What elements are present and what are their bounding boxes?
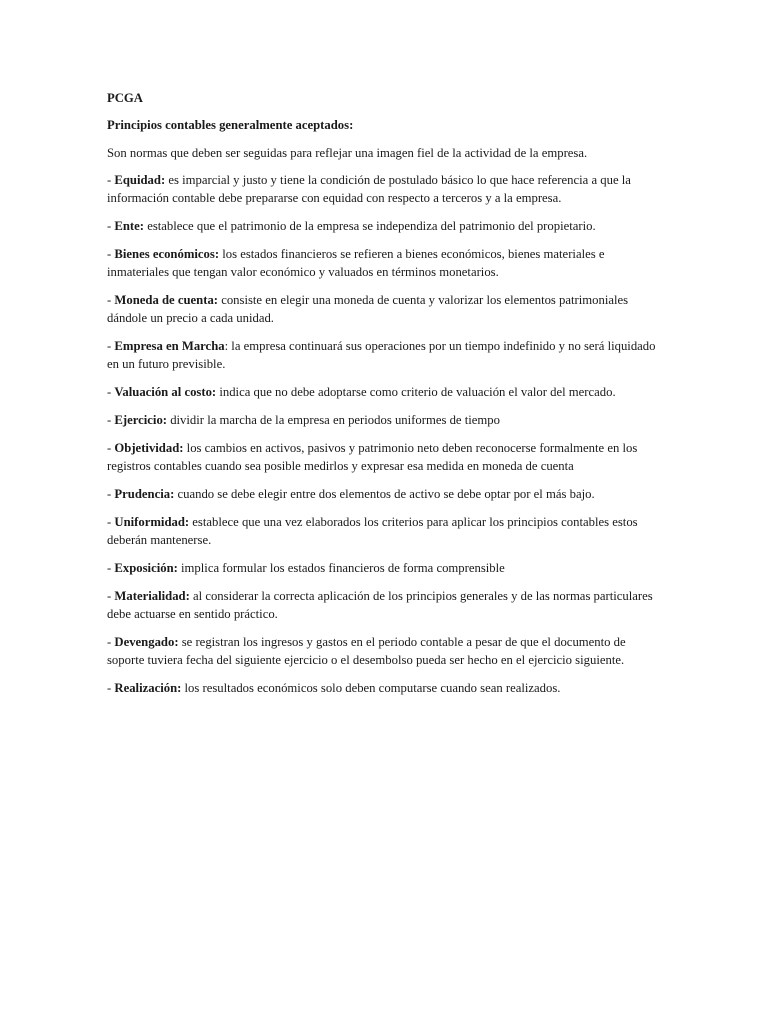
principle-text: cuando se debe elegir entre dos elementos de activo se debe optar por el más bajo. xyxy=(174,487,595,501)
principle-prefix: - xyxy=(107,247,115,261)
principle-text: establece que el patrimonio de la empresa se independiza del patrimonio del propietario. xyxy=(144,219,596,233)
principle-term: Prudencia: xyxy=(114,487,175,501)
principle-realizacion xyxy=(107,679,659,697)
principle-text: establece que una vez elaborados los criterios para aplicar los principios contables estos deberán mantenerse. xyxy=(107,515,638,547)
principle-term: Ejercicio: xyxy=(114,413,168,427)
principle-text: los estados financieros se refieren a bienes económicos, bienes materiales e inmateriales que tengan valor económico y valuados en términos monetarios. xyxy=(107,247,605,279)
document-body xyxy=(107,89,659,707)
principle-objetividad xyxy=(107,439,659,475)
principle-equidad xyxy=(107,171,659,207)
principle-term: Ente: xyxy=(114,219,145,233)
principle-prefix: - xyxy=(107,589,115,603)
document-subtitle: Principios contables generalmente aceptados: xyxy=(107,118,354,132)
principle-term: Bienes económicos: xyxy=(114,247,220,261)
principle-ejercicio xyxy=(107,411,659,429)
principle-text: es imparcial y justo y tiene la condición de postulado básico lo que hace referencia a que la información contable debe prepararse con equidad con respecto a terceros y a la empresa. xyxy=(107,173,631,205)
principle-prefix: - xyxy=(107,487,115,501)
principle-term: Empresa en Marcha xyxy=(114,339,225,353)
principle-term: Objetividad: xyxy=(114,441,184,455)
principle-prefix: - xyxy=(107,219,115,233)
principle-text: indica que no debe adoptarse como criterio de valuación el valor del mercado. xyxy=(216,385,616,399)
principle-term: Exposición: xyxy=(114,561,178,575)
principle-prefix: - xyxy=(107,515,115,529)
principle-text: los resultados económicos solo deben computarse cuando sean realizados. xyxy=(181,681,561,695)
principle-text: : la empresa continuará sus operaciones por un tiempo indefinido y no será liquidado en un futuro previsible. xyxy=(107,339,656,371)
principle-prefix: - xyxy=(107,173,115,187)
principle-prudencia xyxy=(107,485,659,503)
intro-paragraph: Son normas que deben ser seguidas para reflejar una imagen fiel de la actividad de la empresa. xyxy=(107,146,588,160)
principle-materialidad xyxy=(107,587,659,623)
principle-text: implica formular los estados financieros de forma comprensible xyxy=(177,561,505,575)
principle-devengado xyxy=(107,633,659,669)
principle-text: se registran los ingresos y gastos en el periodo contable a pesar de que el documento de soporte tuviera fecha del siguiente ejercicio o el desembolso pueda ser hecho en el ejercicio siguiente. xyxy=(107,635,626,667)
principle-empresa-en-marcha xyxy=(107,337,659,373)
principle-uniformidad xyxy=(107,513,659,549)
principle-text: dividir la marcha de la empresa en periodos uniformes de tiempo xyxy=(167,413,500,427)
principle-moneda-de-cuenta xyxy=(107,291,659,327)
principle-term: Uniformidad: xyxy=(114,515,190,529)
principle-term: Devengado: xyxy=(114,635,179,649)
principle-exposicion xyxy=(107,559,659,577)
principle-bienes-economicos xyxy=(107,245,659,281)
principle-ente xyxy=(107,217,659,235)
principle-prefix: - xyxy=(107,681,115,695)
principle-prefix: - xyxy=(107,561,115,575)
principle-prefix: - xyxy=(107,385,115,399)
principle-term: Materialidad: xyxy=(114,589,190,603)
principle-term: Valuación al costo: xyxy=(114,385,217,399)
principle-prefix: - xyxy=(107,441,115,455)
principle-prefix: - xyxy=(107,339,115,353)
principle-prefix: - xyxy=(107,635,115,649)
principle-text: al considerar la correcta aplicación de los principios generales y de las normas particulares debe actuarse en sentido práctico. xyxy=(107,589,653,621)
principle-text: consiste en elegir una moneda de cuenta y valorizar los elementos patrimoniales dándole un precio a cada unidad. xyxy=(107,293,629,325)
principle-valuacion-al-costo xyxy=(107,383,659,401)
principle-term: Equidad: xyxy=(114,173,166,187)
document-title: PCGA xyxy=(107,91,143,105)
principle-term: Realización: xyxy=(114,681,182,695)
principle-prefix: - xyxy=(107,413,115,427)
principle-text: los cambios en activos, pasivos y patrimonio neto deben reconocerse formalmente en los registros contables cuando sea posible medirlos y expresar esa medida en moneda de cuenta xyxy=(107,441,638,473)
principle-prefix: - xyxy=(107,293,115,307)
principle-term: Moneda de cuenta: xyxy=(114,293,219,307)
